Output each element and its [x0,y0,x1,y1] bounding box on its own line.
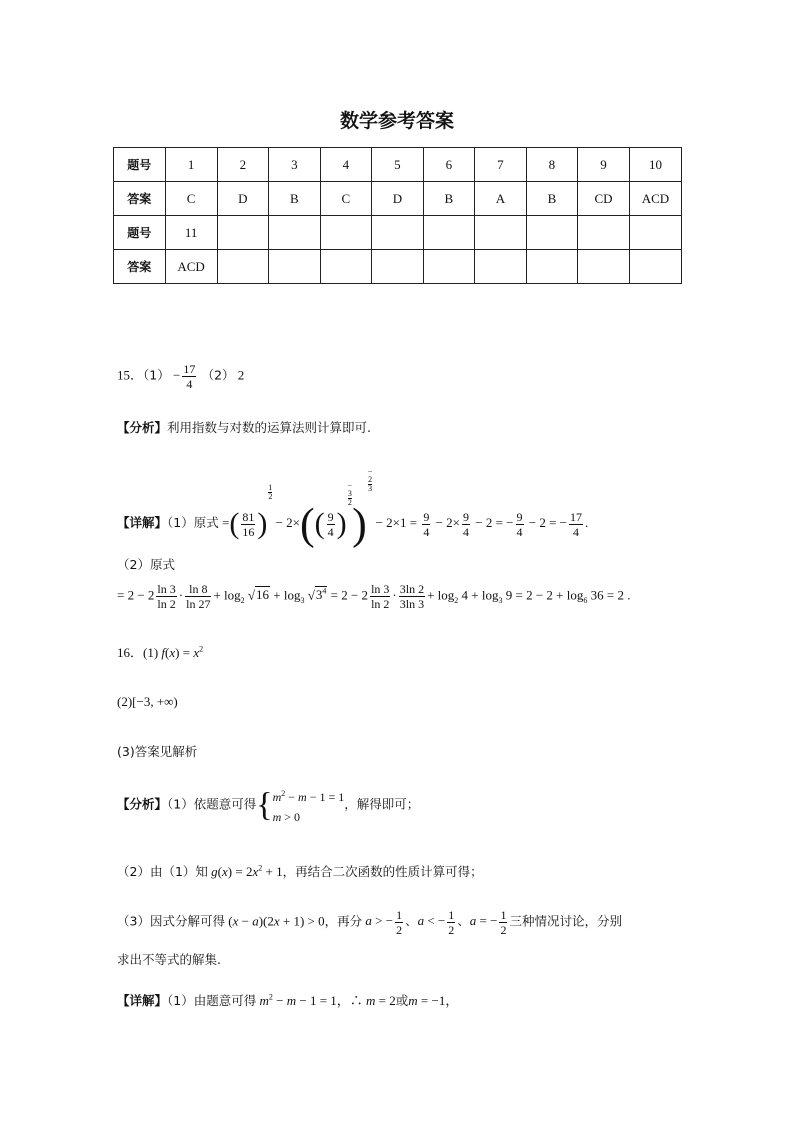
table-cell [269,250,321,284]
q15-detail-2-label [117,555,175,573]
table-row-header: 答案 [114,182,166,216]
table-cell [423,216,475,250]
table-cell [578,216,630,250]
q15-ans1-sign: − [172,367,181,383]
table-cell: D [372,182,424,216]
table-cell: ACD [629,182,681,216]
table-cell: 6 [423,148,475,182]
table-cell: B [423,182,475,216]
table-row [114,216,682,250]
q15-part1-label: （1） [143,367,170,383]
q15-detail-1 [117,468,588,550]
q16-analysis-3-text-a: （3）因式分解可得 [117,913,225,929]
table-cell [423,250,475,284]
answer-table [113,147,682,284]
page-title: 数学参考答案 [339,110,454,132]
table-row-header: 题号 [114,216,166,250]
table-cell: 9 [578,148,630,182]
q15-detail-2-text: （2）原式 [117,557,175,572]
table-row-header: 题号 [114,148,166,182]
q16-analysis-1-text-b: ，解得即可； [344,796,420,812]
table-row-header: 答案 [114,250,166,284]
table-row [114,182,682,216]
table-cell: ACD [165,250,217,284]
table-cell [320,250,372,284]
table-cell [629,216,681,250]
detail-tag: 【详解】 [117,515,168,530]
q15-answer-line [117,362,244,391]
table-cell [578,250,630,284]
q16-cases-inline: a > − $\frac{1}{2}$ 、a < − $\frac{1}{2}$ 、a = − $\frac{1}{2}$ [365,908,507,937]
q15-detail-1-label: （1）原式 [167,515,219,530]
q16-inequality: (x − a)(2x + 1) > 0 [228,913,325,929]
q15-detail-2-formula: = 2 − 2 $\frac{\ln 3}{\ln 2}$ · $\frac{\ln 8}{\ln 27}$ + $\log_2 √16 + \log_3 √3^4 = 2 - 2$ $\frac{\ln 3}{\ln 2}$ · $\frac{3\ln 2}{3\ln 3}$ + $\log_2 4 + \log_3 9 = 2 - 2 + \log_6 36 = 2$ . [117,582,631,611]
table-cell: 8 [526,148,578,182]
q16-analysis-1: 【分析】（1）依题意可得{$m^2 - m - 1 = 1$ m > 0，解得即可； [117,784,419,827]
q16-part1-label: 16．(1) [117,645,159,660]
q16-analysis-3-text-d: 求出不等式的解集. [117,952,221,967]
analysis-tag: 【分析】 [117,420,168,435]
table-row [114,148,682,182]
q16-gx: $g(x) = 2x^2 + 1$ [211,863,283,879]
table-cell: B [269,182,321,216]
q15-ans2: 2 [237,367,245,383]
table-cell: 1 [165,148,217,182]
q15-ans1-fraction: $\frac{17}{4}$ [183,362,196,391]
table-cell: 5 [372,148,424,182]
table-cell [320,216,372,250]
table-cell [372,250,424,284]
table-cell: C [320,182,372,216]
table-cell [526,250,578,284]
table-cell: C [165,182,217,216]
q15-detail-1-formula: =( $\frac{81}{16}$ ) $\frac{1}{2}$ − 2×(( $\frac{9}{4}$ ) − 3 2 ) − 2 3 − 2×1 = $\frac{9}{4}$ − 2× $\frac{9}{4}$ − 2 = − $\frac{9}{4}$ − 2 = − $\frac{17}{4}$ . [221,467,589,549]
table-cell [475,250,527,284]
table-cell: A [475,182,527,216]
table-cell [269,216,321,250]
q16-detail-1-text-a: （1）由题意可得 [167,993,257,1008]
q15-analysis [117,418,371,436]
q16-detail-1 [117,990,458,1009]
q16-analysis-1-text-a: （1）依题意可得 [167,796,257,812]
table-cell: 11 [165,216,217,250]
q16-detail-1-text-b: 或 [395,993,409,1008]
table-cell: 10 [629,148,681,182]
q16-part2-answer: [−3, +∞) [132,694,178,709]
q16-cases: $m^2 - m - 1 = 1$ m > 0 [272,789,345,824]
table-cell [217,250,269,284]
table-cell: 4 [320,148,372,182]
q16-line-2 [117,694,178,710]
q16-analysis-2-text-a: （2）由（1）知 [117,864,208,879]
table-cell [526,216,578,250]
q16-analysis-3 [117,908,622,937]
q16-analysis-2 [117,862,483,880]
q16-line-1 [117,642,203,661]
table-cell [217,216,269,250]
detail-tag: 【详解】 [117,993,168,1008]
table-cell [372,216,424,250]
q16-detail-1-formula: $m^2 - m - 1 = 1$，∴ m = 2 [259,992,396,1008]
q16-detail-1-formula-b: m = −1， [408,993,459,1008]
q16-analysis-3-text-b: ，再分 [324,913,363,929]
analysis-tag: 【分析】 [117,796,168,812]
q16-part1-answer: $f(x) = x^2$ [161,644,204,660]
table-cell: 2 [217,148,269,182]
q16-line-3 [117,742,197,760]
q16-analysis-3-text-c: 三种情况讨论，分别 [509,913,622,929]
table-cell: B [526,182,578,216]
table-cell: 3 [269,148,321,182]
q16-analysis-2-text-b: ，再结合二次函数的性质计算可得； [282,864,483,879]
table-cell: 7 [475,148,527,182]
q16-analysis-3-cont [117,950,221,968]
q16-part2-label: (2) [117,694,133,709]
q15-analysis-text: 利用指数与对数的运算法则计算即可. [167,420,371,435]
table-cell [629,250,681,284]
table-cell: CD [578,182,630,216]
table-cell: D [217,182,269,216]
q15-label: 15． [117,367,144,383]
q16-part3-text: (3)答案见解析 [117,744,198,759]
q15-part2-label: （2） [201,367,235,383]
table-cell [475,216,527,250]
table-row [114,250,682,284]
